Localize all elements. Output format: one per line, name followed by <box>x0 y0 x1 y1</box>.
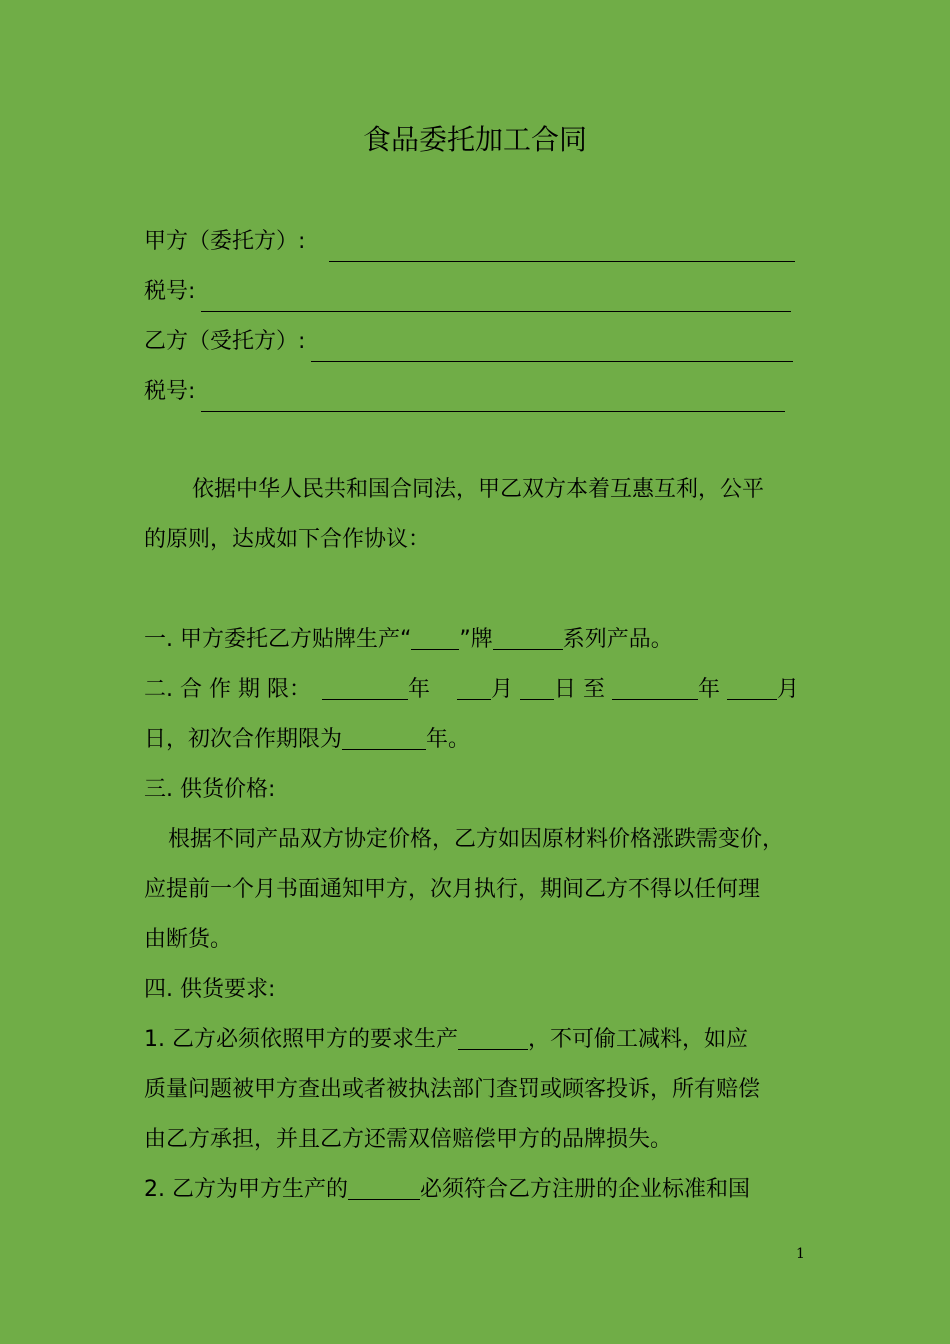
clause-2-year-1: 年 <box>407 677 430 702</box>
product-blank[interactable] <box>458 1023 528 1050</box>
clause-2-day-to: 日 至 <box>554 677 605 702</box>
party-b-tax-blank[interactable] <box>201 381 785 412</box>
end-year-blank[interactable] <box>612 673 698 700</box>
clause-4-1-text-a: 1. 乙方必须依照甲方的要求生产 <box>144 1027 458 1052</box>
clause-4-1-line1 <box>144 1020 814 1060</box>
clause-4-2-text-b: 必须符合乙方注册的企业标准和国 <box>419 1177 750 1202</box>
clause-2-text-g: 日，初次合作期限为 <box>144 727 343 752</box>
clause-2-year-2: 年 <box>698 677 721 702</box>
party-b-tax-field <box>144 372 814 412</box>
clause-4-1-line3: 由乙方承担，并且乙方还需双倍赔偿甲方的品牌损失。 <box>144 1127 673 1152</box>
party-b-field <box>144 322 814 362</box>
clause-1 <box>144 620 814 660</box>
start-year-blank[interactable] <box>322 673 408 700</box>
end-month-blank[interactable] <box>727 673 777 700</box>
clause-2-line1 <box>144 670 814 710</box>
start-day-blank[interactable] <box>520 673 554 700</box>
party-b-blank[interactable] <box>311 331 793 362</box>
party-a-tax-field <box>144 272 814 312</box>
brand-blank[interactable] <box>411 623 459 650</box>
party-a-tax-blank[interactable] <box>201 281 791 312</box>
clause-4-1-text-b: ，不可偷工减料，如应 <box>527 1027 748 1052</box>
clause-2-month-2: 月 <box>777 677 800 702</box>
clause-4-2-text-a: 2. 乙方为甲方生产的 <box>144 1177 348 1202</box>
clause-2-text-h: 年。 <box>426 727 471 752</box>
document-title: 食品委托加工合同 <box>362 123 587 156</box>
page-number: 1 <box>796 1246 805 1262</box>
clause-3-line1: 根据不同产品双方协定价格，乙方如因原材料价格涨跌需变价， <box>168 827 785 852</box>
party-a-field <box>144 222 814 262</box>
clause-2-month-1: 月 <box>490 677 513 702</box>
clause-3-line3: 由断货。 <box>144 927 233 952</box>
clause-2-text-a: 二. 合 作 期 限： <box>144 677 311 702</box>
clause-4-heading: 四. 供货要求: <box>144 977 276 1002</box>
clause-4-1-line2: 质量问题被甲方查出或者被执法部门查罚或顾客投诉，所有赔偿 <box>144 1077 761 1102</box>
clause-1-text-a: 一. 甲方委托乙方贴牌生产“ <box>144 627 412 652</box>
intro-paragraph-line1: 依据中华人民共和国合同法，甲乙双方本着互惠互利，公平 <box>192 477 765 502</box>
party-b-label: 乙方（受托方）: <box>144 329 306 354</box>
start-month-blank[interactable] <box>457 673 491 700</box>
intro-paragraph-line2: 的原则，达成如下合作协议： <box>144 527 431 552</box>
party-b-tax-label: 税号: <box>144 379 196 404</box>
party-a-blank[interactable] <box>329 231 795 262</box>
product-2-blank[interactable] <box>348 1173 420 1200</box>
clause-1-text-b: ”牌 <box>459 627 493 652</box>
clause-3-line2: 应提前一个月书面通知甲方，次月执行，期间乙方不得以任何理 <box>144 877 761 902</box>
series-blank[interactable] <box>493 623 563 650</box>
party-a-label: 甲方（委托方）: <box>144 229 306 254</box>
clause-2-line2 <box>144 720 814 760</box>
party-a-tax-label: 税号: <box>144 279 196 304</box>
clause-4-2-line1 <box>144 1170 814 1210</box>
clause-1-text-c: 系列产品。 <box>562 627 673 652</box>
clause-3-heading: 三. 供货价格: <box>144 777 276 802</box>
term-years-blank[interactable] <box>342 723 426 750</box>
